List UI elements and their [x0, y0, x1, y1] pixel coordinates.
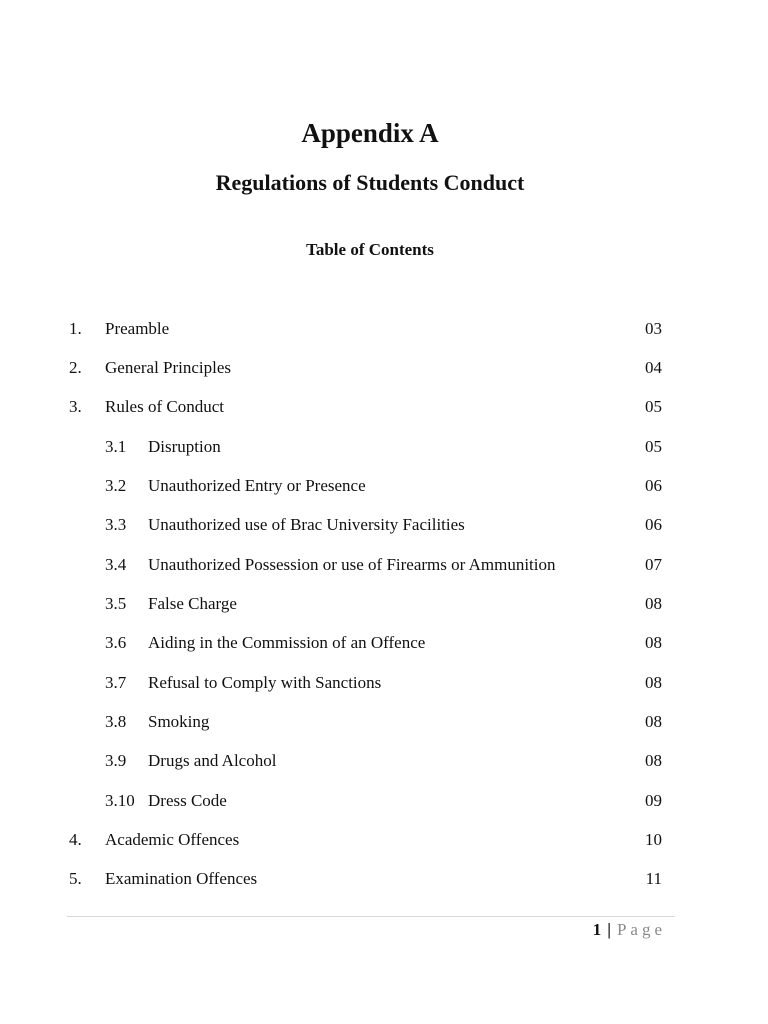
- appendix-title: Appendix A: [301, 118, 439, 148]
- toc-entry-title: Rules of Conduct: [105, 397, 224, 416]
- toc-entry-title: Dress Code: [148, 791, 227, 810]
- toc-entry: [0, 553, 768, 577]
- toc-entry: [0, 435, 768, 459]
- toc-entry-number: 2.: [69, 358, 82, 377]
- toc-entry-number: 3.4: [105, 555, 127, 574]
- toc-entry: [0, 749, 768, 773]
- toc-entry: [0, 474, 768, 498]
- document-subtitle: Regulations of Students Conduct: [215, 170, 525, 195]
- toc-entry-number: 3.6: [105, 633, 127, 652]
- toc-heading: Table of Contents: [306, 240, 434, 259]
- toc-entry: [0, 671, 768, 695]
- toc-entry-number: 1.: [69, 319, 82, 338]
- toc-entry-number: 3.1: [105, 437, 127, 456]
- page-footer: [593, 918, 666, 942]
- toc-entry-page: 08: [645, 594, 662, 613]
- toc-entry: [0, 789, 768, 813]
- toc-entry-number: 3.7: [105, 673, 127, 692]
- toc-entry-page: 08: [645, 751, 662, 770]
- toc-entry-page: 11: [645, 869, 662, 888]
- toc-entry: [0, 867, 768, 891]
- toc-entry-number: 5.: [69, 869, 82, 888]
- toc-entry: [0, 592, 768, 616]
- footer-separator: |: [607, 920, 611, 939]
- toc-entry-number: 3.: [69, 397, 82, 416]
- toc-entry-title: Disruption: [148, 437, 221, 456]
- toc-entry: [0, 710, 768, 734]
- toc-entry-number: 3.8: [105, 712, 127, 731]
- toc-entry-number: 3.9: [105, 751, 127, 770]
- toc-entry-number: 3.5: [105, 594, 127, 613]
- toc-entry: [0, 356, 768, 380]
- toc-entry-page: 05: [645, 397, 662, 416]
- toc-entry-page: 06: [645, 476, 662, 495]
- toc-entry-page: 10: [645, 830, 662, 849]
- toc-entry-title: Examination Offences: [105, 869, 258, 888]
- toc-entry-page: 05: [645, 437, 662, 456]
- toc-entry-page: 08: [645, 712, 662, 731]
- toc-entry-page: 06: [645, 515, 662, 534]
- toc-entry-title: General Principles: [105, 358, 232, 377]
- toc-entry-number: 3.2: [105, 476, 127, 495]
- toc-entry-page: 07: [645, 555, 662, 574]
- footer-divider: [67, 916, 675, 917]
- toc-entry-title: False Charge: [148, 594, 237, 613]
- toc-entry-title: Unauthorized Possession or use of Firearms or Ammunition: [148, 555, 556, 574]
- toc-entry-title: Academic Offences: [105, 830, 240, 849]
- toc-entry-page: 03: [645, 319, 662, 338]
- toc-entry-title: Preamble: [105, 319, 170, 338]
- toc-entry-title: Drugs and Alcohol: [148, 751, 277, 770]
- toc-entry-page: 08: [645, 633, 662, 652]
- toc-entry-page: 09: [645, 791, 662, 810]
- toc-entry-title: Refusal to Comply with Sanctions: [148, 673, 382, 692]
- footer-page-number: 1: [592, 920, 602, 939]
- toc-entry-title: Unauthorized Entry or Presence: [148, 476, 366, 495]
- toc-entry: [0, 317, 768, 341]
- toc-entry-title: Unauthorized use of Brac University Facilities: [148, 515, 465, 534]
- toc-entry: [0, 631, 768, 655]
- toc-entry-page: 08: [645, 673, 662, 692]
- toc-entry: [0, 513, 768, 537]
- toc-entry: [0, 395, 768, 419]
- toc-entry-number: 3.3: [105, 515, 127, 534]
- toc-entry-title: Smoking: [148, 712, 210, 731]
- toc-entry-number: 4.: [69, 830, 82, 849]
- toc-entry: [0, 828, 768, 852]
- footer-page-label: Page: [616, 920, 666, 939]
- toc-entry-number: 3.10: [105, 791, 135, 810]
- toc-entry-page: 04: [645, 358, 662, 377]
- toc-entry-title: Aiding in the Commission of an Offence: [148, 633, 426, 652]
